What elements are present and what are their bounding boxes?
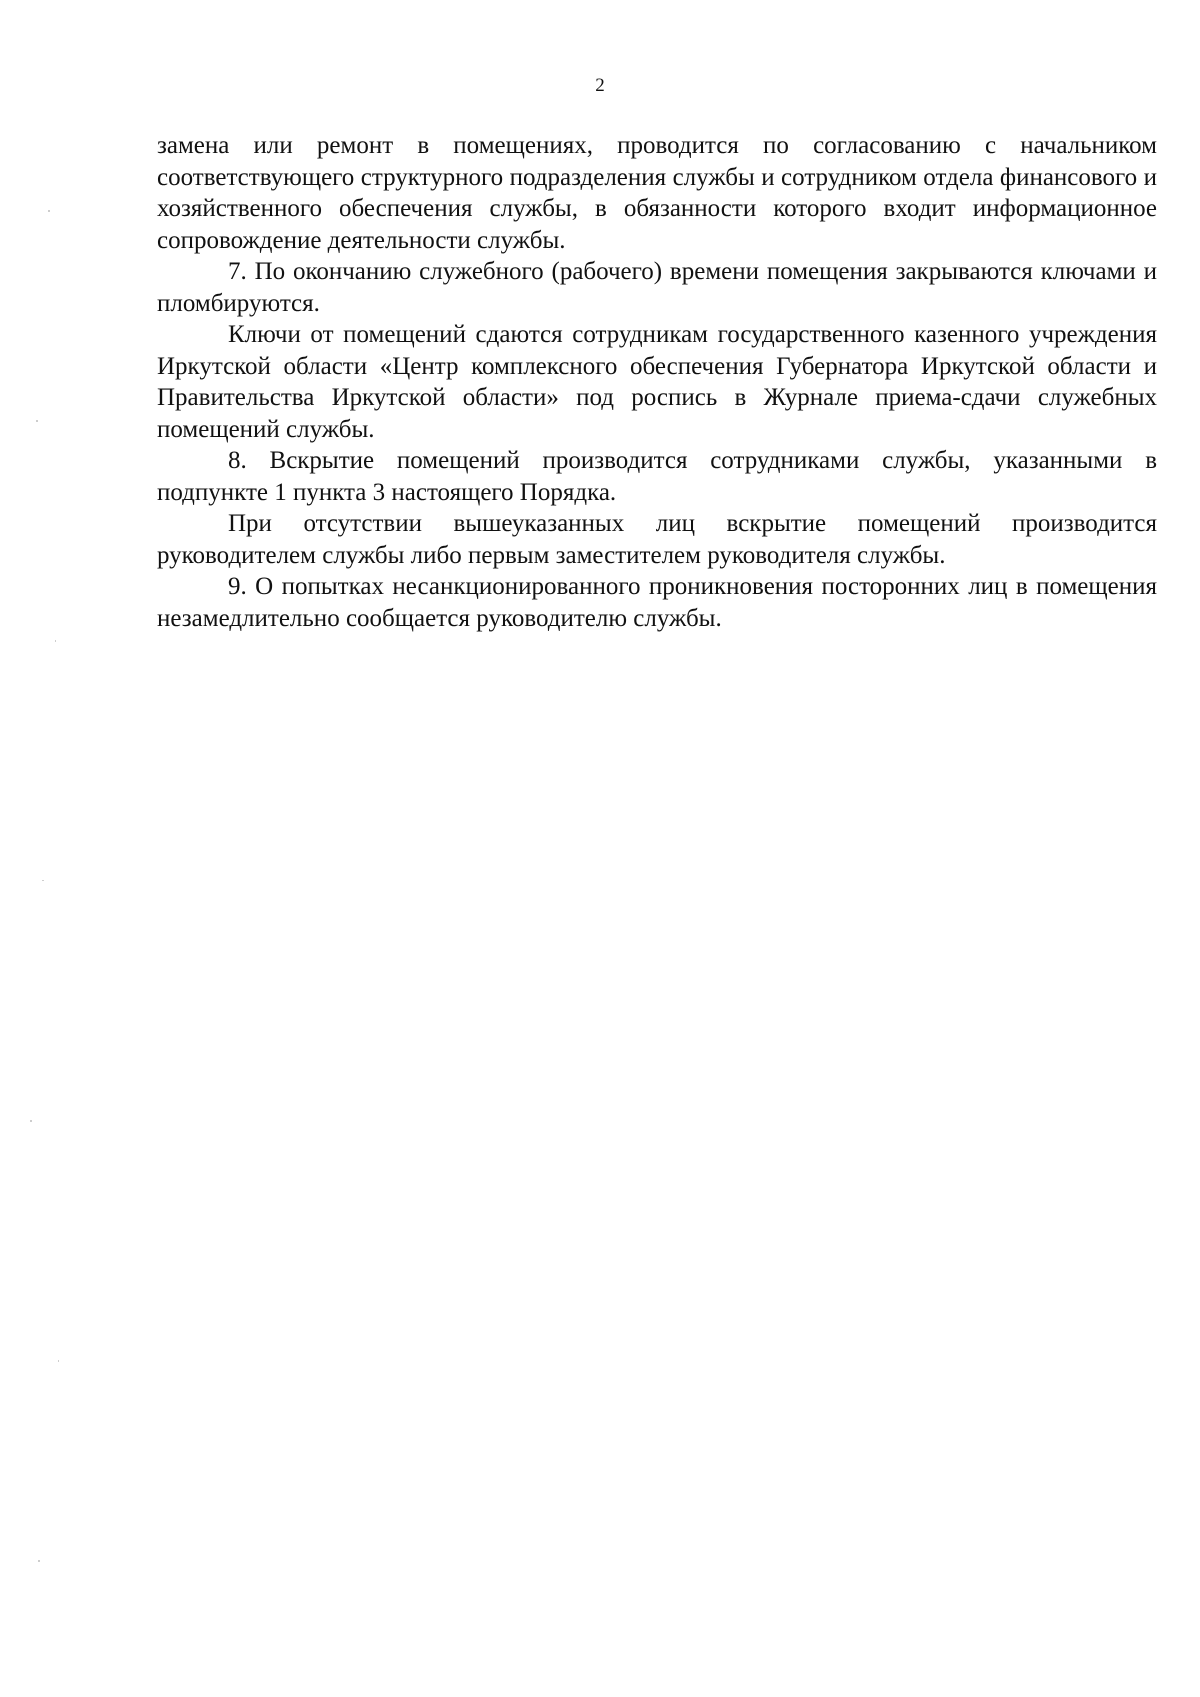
scan-speck <box>42 880 44 881</box>
page-number: 2 <box>595 75 605 96</box>
paragraph-item-7: 7. По окончанию служебного (рабочего) времени помещения закрываются ключами и пломбируются. <box>157 258 1157 317</box>
paragraph-item-9: 9. О попытках несанкционированного проникновения посторонних лиц в помещения незамедлительно сообщается руководителю службы. <box>157 573 1157 632</box>
scan-speck <box>30 1120 32 1122</box>
scan-speck <box>55 640 56 642</box>
scan-speck <box>48 210 50 212</box>
paragraph-absence: При отсутствии вышеуказанных лиц вскрытие помещений производится руководителем службы либо первым заместителем руководителя службы. <box>157 510 1157 569</box>
paragraph-continuation: замена или ремонт в помещениях, проводится по согласованию с начальником соответствующего структурного подразделения службы и сотрудником отдела финансового и хозяйственного обеспечения службы, в обязанности которого входит информационное сопровождение деятельности службы. <box>157 132 1157 254</box>
scan-speck <box>36 420 38 422</box>
paragraph-keys-handover: Ключи от помещений сдаются сотрудникам государственного казенного учреждения Иркутской области «Центр комплексного обеспечения Губернатора Иркутской области и Правительства Иркутской области» под роспись в Журнале приема-сдачи служебных помещений службы. <box>157 321 1157 443</box>
document-body <box>157 130 1157 634</box>
paragraph-item-8: 8. Вскрытие помещений производится сотрудниками службы, указанными в подпункте 1 пункта 3 настоящего Порядка. <box>157 447 1157 506</box>
scan-speck <box>38 1560 40 1562</box>
scan-speck <box>58 1360 59 1362</box>
